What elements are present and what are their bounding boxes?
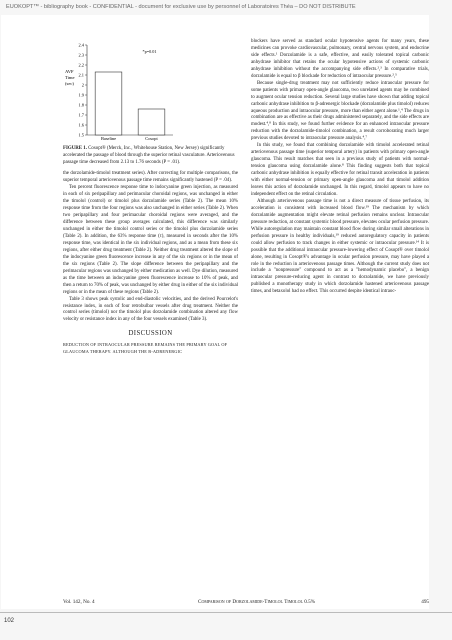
- y-tick-label: 1.8: [78, 102, 84, 108]
- book-page-number: 102: [4, 618, 15, 624]
- right-column: [251, 39, 429, 296]
- figure-caption: [63, 146, 238, 166]
- y-axis-label-line-1: AVF: [65, 69, 74, 74]
- paragraph: Table 3 shows peak systolic and end-diastolic velocities, and the derived Pourcelot's resistance index, in each of four retrobulbar vessels after drug treatment. Neither the control series (timolol) nor the timolol plus dorzolamide combination altered any flow velocity or resistance index in any of the four vessels examined (Table 3).: [63, 296, 238, 323]
- section-heading-discussion: DISCUSSION: [128, 330, 173, 338]
- paragraph: Although arteriovenous passage time is not a direct measure of tissue perfusion, its acceleration is consistent with increased blood flow.¹⁹ The mechanism by which dorzolamide augmentation might elevate retinal perfusion remains unclear. Intraocular pressure reduction, at constant systemic blood pressure, elevates ocular perfusion pressure. While autoregulation may maintain constant blood flow during similar small alterations in perfusion pressure in healthy individuals,¹⁹ reduced autoregulatory capacity in patients could allow perfusion to track changes in either systemic or intraocular pressure.¹⁴ It is possible that the additional intraocular pressure-lowering effect of Cosopt® over timolol alone, resulting in Cosopt®'s advantage in ocular perfusion pressure, may have played a role in the reduction in arteriovenous passage times. Although the current study does not include a "nonpressure" compound to act as a "hemodynamic placebo", a benign intraocular pressure-reducing agent in contrast to dorzolamide, we have previously published a monotherapy study in which dorzolamide hastened arteriovenous passage times, and betaxolol had no effect. This occurred despite identical intraoc-: [251, 198, 429, 295]
- paper-page: [1, 15, 429, 609]
- x-tick-label: Baseline: [100, 136, 117, 141]
- y-tick-label: 2.2: [78, 62, 84, 68]
- bottom-rule: [0, 612, 452, 613]
- y-tick-label: 1.7: [78, 112, 84, 118]
- footer-running-title: Comparison of Dorzolamide-Timolol Timolol 0.5%: [198, 599, 316, 605]
- y-tick-label: 1.6: [78, 122, 84, 128]
- y-axis-label-line-2: Time: [65, 75, 75, 80]
- y-tick-label: 2.3: [78, 52, 84, 58]
- y-tick-label: 1.9: [78, 92, 84, 98]
- left-column: [63, 39, 238, 356]
- confidential-banner: EUOKOPT™ - bibliography book - CONFIDENTIAL - document for exclusive use by personnel of Laboratoires Théa – DO NOT DISTRIBUTE: [6, 4, 356, 10]
- figure-caption-label: FIGURE 1.: [63, 146, 87, 151]
- significance-annotation: *p=0.01: [142, 49, 157, 54]
- discussion-lead-in: REDUCTION OF INTRAOCULAR PRESSURE REMAINS THE PRIMARY GOAL OF GLAUCOMA THERAPY. ALTHOUGH THE Β-ADRENERGIC: [63, 342, 228, 355]
- footer-volume: Vol. 142, No. 4: [63, 599, 95, 605]
- footer-page-number: 495: [421, 599, 429, 605]
- bar: [138, 109, 165, 135]
- paragraph: Because single-drug treatment may not sufficiently reduce intraocular pressure for some patients with primary open-angle glaucoma, two unrelated agents may be combined to augment ocular tension reduction. Several large studies have shown that adding topical carbonic anhydrase inhibition to β-adrenergic blockade (dorzolamide plus timolol) reduces aqueous production and intraocular pressure, more than either agent alone.¹,⁴ The drugs in combination are as effective as their drugs administered separately, and the side effects are modest.⁴,⁸ In this study, we found further evidence for an enhanced intraocular pressure reduction with the dorzolamide-timolol combination, a result corroborating much larger previous studies devoted to intraocular pressure analysis.⁴,⁷: [251, 80, 429, 142]
- figure-caption-text: Cosopt® (Merck, Inc., Whitehouse Station, New Jersey) significantly accelerated the passage of blood through the superior retinal vasculature. Arteriovenous passage time decreased from 2.13 to 1.76 seconds (P = .01).: [63, 146, 235, 165]
- paragraph: Ten percent fluorescence response time to indocyanine green injection, as measured in each of six peripapillary and perimacular choroidal regions, was unchanged in either the timolol (control) or timolol plus dorzolamide series (Table 2). The mean 10% response time from the four regions was also unchanged in either series (Table 2). When two peripapillary and four perimacular choroidal regions were averaged, and the difference between these group averages calculated, this difference was similarly unchanged in either the timolol control series or the timolol plus dorzolamide series (Table 2). In addition, the 63% response time (τ), measured in seconds after the 10% response time, was identical in the six individual regions, and as a mean from these six regions, after either drug treatment (Table 2). Neither drug treatment altered the slope of the indocyanine green fluorescence increase in any of the six regions or in the mean of the six regions (Table 2). The slope difference between the peripapillary and the perimacular regions was unchanged by either medication as well. Dye dilution, measured as the time between an indocyanine green fluorescence increase to 10% of peak, and then a return to 70% of peak, was unchanged by either drug in either of the six individual regions or in the mean of these regions (Table 2).: [63, 185, 238, 295]
- paragraph: blockers have served as standard ocular hypotensive agents for many years, these medicines can provoke cardiovascular, pulmonary, central nervous system, and endocrine side effects.¹ Dorzolamide is a safe, effective, and easily tolerated topical carbonic anhydrase inhibitor that retains the ocular hypotensive actions of systemic carbonic anhydrase inhibition without the accompanying side effects.²,³ In comparative trials, dorzolamide is equal to β blockade for reduction of intraocular pressure.²,⁵: [251, 39, 429, 79]
- y-tick-label: 2: [81, 82, 84, 88]
- y-tick-label: 2.4: [78, 42, 84, 48]
- y-axis-label-line-3: (sec): [65, 81, 74, 86]
- x-tick-label: Cosopt: [145, 136, 158, 141]
- figure-1-chart: [63, 39, 238, 141]
- y-tick-label: 1.5: [78, 132, 84, 138]
- y-tick-label: 2.1: [78, 72, 84, 78]
- paragraph: the dorzolamide-timolol treatment series). After correcting for multiple comparisons, the superior temporal arteriovenous passage time remains significantly hastened (P = .04).: [63, 171, 238, 184]
- bar: [95, 72, 122, 135]
- paragraph: In this study, we found that combining dorzolamide with timolol accelerated retinal arteriovenous passage time (superior temporal artery) in patients with primary open-angle glaucoma. This result matches that seen in a previous study of patients with normal-tension glaucoma using dorzolamide alone.⁸ This finding suggests both that topical carbonic anhydrase inhibition is equally effective for retinal transit acceleration in patients with either normal-tension or primary open-angle glaucoma and that timolol addition leaves this action of dorzolamide unchanged. In this regard, timolol appears to have no independent effect on the retinal circulation.: [251, 143, 429, 197]
